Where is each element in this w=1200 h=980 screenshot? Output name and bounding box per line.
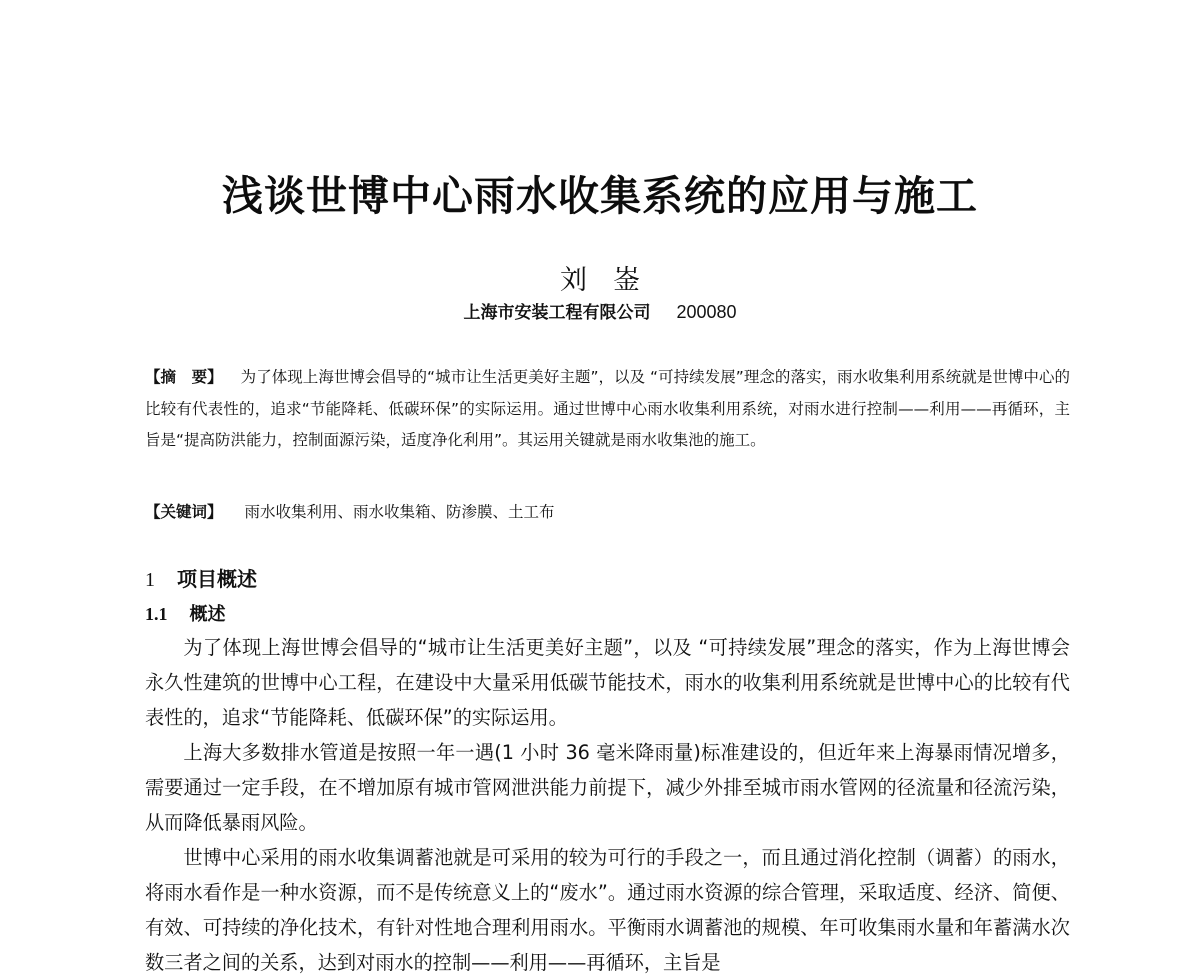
section-title: 项目概述	[177, 567, 257, 591]
abstract-text: 为了体现上海世博会倡导的“城市让生活更美好主题”，以及 “可持续发展”理念的落实，雨水收集利用系统就是世博中心的比较有代表性的，追求“节能降耗、低碳环保”的实际运用。通过世博中心雨水收集利用系统，对雨水进行控制——利用——再循环，主旨是“提高防洪能力，控制面源污染，适度净化利用”。其运用关键就是雨水收集池的施工。	[145, 368, 1070, 449]
keywords-label: 【关键词】	[145, 503, 223, 521]
author-name: 刘崟	[560, 265, 666, 296]
abstract-label: 【摘 要】	[145, 368, 223, 386]
keywords	[145, 497, 1070, 527]
subsection-title: 概述	[189, 604, 226, 625]
subsection-number: 1.1	[145, 604, 168, 624]
section-heading-1-1	[145, 600, 226, 626]
paragraph: 为了体现上海世博会倡导的“城市让生活更美好主题”，以及 “可持续发展”理念的落实，作为上海世博会永久性建筑的世博中心工程，在建设中大量采用低碳节能技术，雨水的收集利用系统就是世博中心的比较有代表性的，追求“节能降耗、低碳环保”的实际运用。	[145, 636, 1070, 729]
paragraph: 上海大多数排水管道是按照一年一遇(1 小时 36 毫米降雨量)标准建设的，但近年来上海暴雨情况增多，需要通过一定手段，在不增加原有城市管网泄洪能力前提下，减少外排至城市雨水管网的径流量和径流污染，从而降低暴雨风险。	[145, 741, 1070, 834]
keywords-text: 雨水收集利用、雨水收集箱、防渗膜、土工布	[244, 503, 555, 521]
affiliation	[0, 298, 1200, 323]
section-heading-1	[145, 563, 257, 592]
body-text	[145, 630, 1070, 980]
postal-code: 200080	[676, 302, 737, 322]
abstract	[145, 362, 1070, 457]
paper-title: 浅谈世博中心雨水收集系统的应用与施工	[222, 172, 978, 220]
affiliation-organization: 上海市安装工程有限公司	[463, 303, 651, 323]
section-number: 1	[145, 569, 155, 591]
paragraph: 世博中心采用的雨水收集调蓄池就是可采用的较为可行的手段之一，而且通过消化控制（调蓄）的雨水，将雨水看作是一种水资源，而不是传统意义上的“废水”。通过雨水资源的综合管理，采取适度、经济、简便、有效、可持续的净化技术，有针对性地合理利用雨水。平衡雨水调蓄池的规模、年可收集雨水量和年蓄满水次数三者之间的关系，达到对雨水的控制——利用——再循环，主旨是	[145, 846, 1070, 974]
